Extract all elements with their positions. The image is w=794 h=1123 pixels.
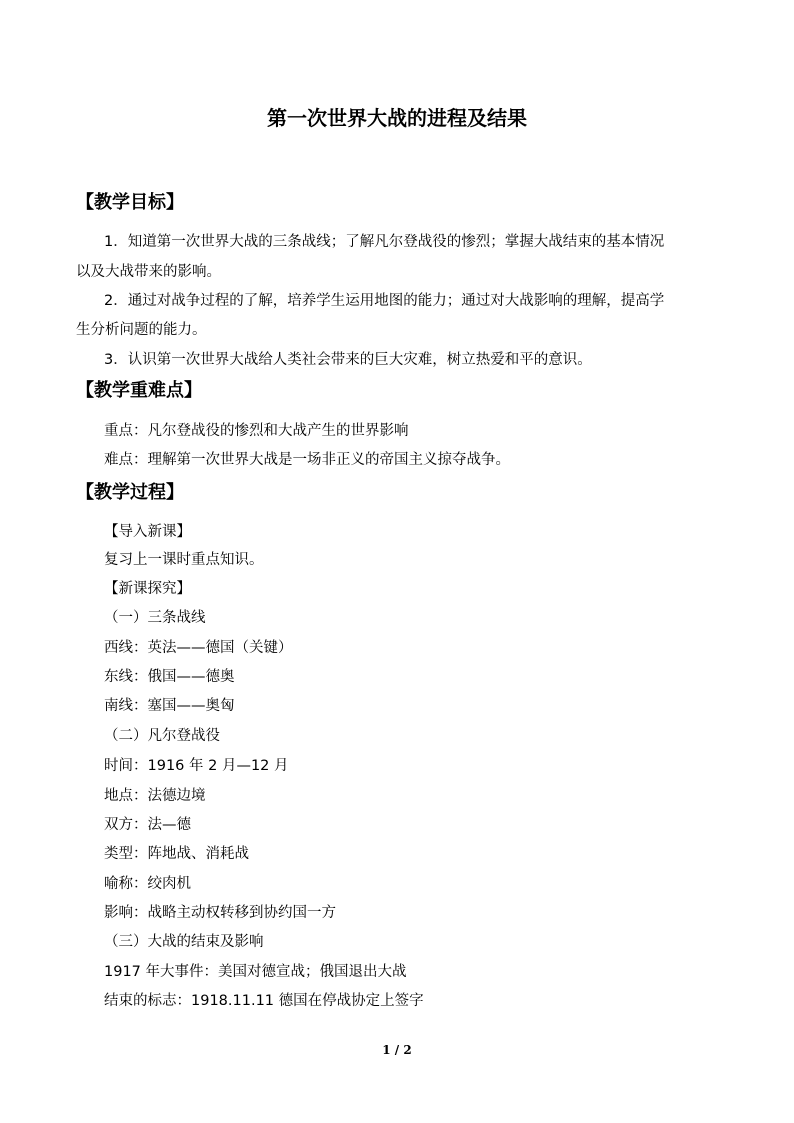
section-heading-objectives: 【教学目标】	[76, 192, 184, 213]
intro-text: 复习上一课时重点知识。	[104, 552, 264, 568]
verdun-time: 时间：1916 年 2 月—12 月	[104, 758, 289, 774]
difficult-point: 难点：理解第一次世界大战是一场非正义的帝国主义掠夺战争。	[104, 452, 510, 468]
verdun-place: 地点：法德边境	[104, 788, 206, 804]
key-point: 重点：凡尔登战役的惨烈和大战产生的世界影响	[104, 423, 409, 439]
objective-2-line-2: 生分析问题的能力。	[76, 322, 207, 338]
objective-1-line-1: 1．知道第一次世界大战的三条战线；了解凡尔登战役的惨烈；掌握大战结束的基本情况	[104, 234, 665, 250]
war-end-sign: 结束的标志：1918.11.11 德国在停战协定上签字	[104, 993, 424, 1009]
event-1917: 1917 年大事件：美国对德宣战；俄国退出大战	[104, 964, 407, 980]
page-number: 1 / 2	[382, 1043, 412, 1057]
intro-label: 【导入新课】	[104, 524, 191, 540]
explore-label: 【新课探究】	[104, 581, 191, 597]
objective-3: 3．认识第一次世界大战给人类社会带来的巨大灾难，树立热爱和平的意识。	[104, 352, 592, 368]
document-title: 第一次世界大战的进程及结果	[267, 106, 527, 130]
verdun-type: 类型：阵地战、消耗战	[104, 846, 249, 862]
part-1-title: （一）三条战线	[104, 610, 206, 626]
objective-1-line-2: 以及大战带来的影响。	[76, 264, 221, 280]
section-heading-process: 【教学过程】	[76, 482, 184, 503]
section-heading-key-points: 【教学重难点】	[76, 380, 202, 401]
front-west: 西线：英法——德国（关键）	[104, 640, 293, 656]
front-east: 东线：俄国——德奥	[104, 669, 235, 685]
part-2-title: （二）凡尔登战役	[104, 728, 220, 744]
verdun-sides: 双方：法—德	[104, 817, 191, 833]
verdun-nickname: 喻称：绞肉机	[104, 876, 191, 892]
part-3-title: （三）大战的结束及影响	[104, 934, 264, 950]
verdun-impact: 影响：战略主动权转移到协约国一方	[104, 905, 336, 921]
objective-2-line-1: 2．通过对战争过程的了解，培养学生运用地图的能力；通过对大战影响的理解，提高学	[104, 293, 665, 309]
front-south: 南线：塞国——奥匈	[104, 698, 235, 714]
